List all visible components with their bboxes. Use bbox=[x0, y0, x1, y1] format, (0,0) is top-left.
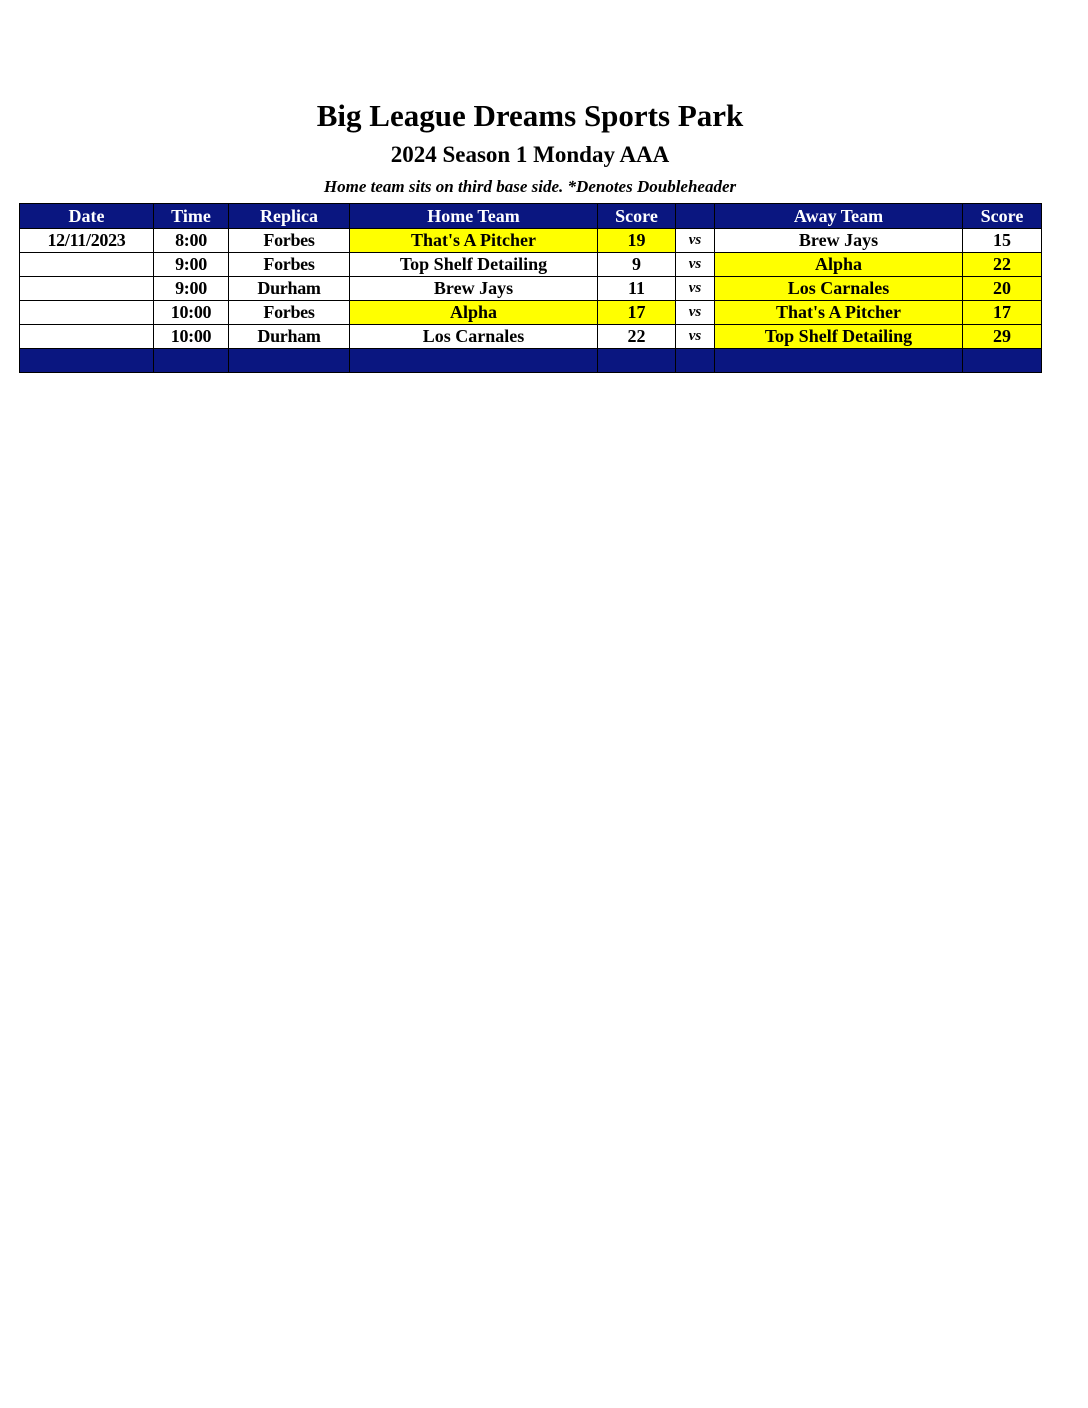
footer-cell bbox=[20, 349, 154, 373]
column-header-home-score: Score bbox=[598, 204, 676, 229]
cell-vs: vs bbox=[676, 277, 715, 301]
cell-date bbox=[20, 253, 154, 277]
cell-away-team: That's A Pitcher bbox=[715, 301, 963, 325]
cell-time: 10:00 bbox=[154, 325, 229, 349]
cell-home-score: 19 bbox=[598, 229, 676, 253]
cell-replica: Forbes bbox=[229, 229, 350, 253]
footer-cell bbox=[350, 349, 598, 373]
cell-home-score: 9 bbox=[598, 253, 676, 277]
cell-vs: vs bbox=[676, 229, 715, 253]
cell-home-team: Los Carnales bbox=[350, 325, 598, 349]
table-row bbox=[20, 229, 1042, 253]
cell-away-team: Top Shelf Detailing bbox=[715, 325, 963, 349]
column-header-date: Date bbox=[20, 204, 154, 229]
cell-date: 12/11/2023 bbox=[20, 229, 154, 253]
cell-away-team: Alpha bbox=[715, 253, 963, 277]
footer-cell bbox=[963, 349, 1042, 373]
cell-date bbox=[20, 301, 154, 325]
cell-date bbox=[20, 277, 154, 301]
cell-replica: Durham bbox=[229, 277, 350, 301]
footer-cell bbox=[229, 349, 350, 373]
cell-vs: vs bbox=[676, 325, 715, 349]
page-note: Home team sits on third base side. *Denotes Doubleheader bbox=[323, 177, 737, 196]
footer-cell bbox=[715, 349, 963, 373]
table-row bbox=[20, 277, 1042, 301]
footer-cell bbox=[676, 349, 715, 373]
cell-time: 10:00 bbox=[154, 301, 229, 325]
cell-time: 8:00 bbox=[154, 229, 229, 253]
cell-date bbox=[20, 325, 154, 349]
footer-cell bbox=[598, 349, 676, 373]
cell-away-score: 17 bbox=[963, 301, 1042, 325]
table-footer-bar bbox=[20, 349, 1042, 373]
cell-time: 9:00 bbox=[154, 253, 229, 277]
column-header-vs bbox=[676, 204, 715, 229]
cell-away-score: 22 bbox=[963, 253, 1042, 277]
cell-away-score: 15 bbox=[963, 229, 1042, 253]
cell-away-score: 29 bbox=[963, 325, 1042, 349]
cell-home-score: 17 bbox=[598, 301, 676, 325]
cell-home-team: That's A Pitcher bbox=[350, 229, 598, 253]
cell-home-score: 22 bbox=[598, 325, 676, 349]
cell-away-team: Brew Jays bbox=[715, 229, 963, 253]
cell-vs: vs bbox=[676, 301, 715, 325]
cell-home-team: Brew Jays bbox=[350, 277, 598, 301]
cell-time: 9:00 bbox=[154, 277, 229, 301]
cell-home-score: 11 bbox=[598, 277, 676, 301]
column-header-time: Time bbox=[154, 204, 229, 229]
page-subtitle: 2024 Season 1 Monday AAA bbox=[390, 142, 670, 167]
cell-away-team: Los Carnales bbox=[715, 277, 963, 301]
page-title: Big League Dreams Sports Park bbox=[316, 98, 744, 133]
column-header-replica: Replica bbox=[229, 204, 350, 229]
cell-replica: Forbes bbox=[229, 301, 350, 325]
column-header-away-score: Score bbox=[963, 204, 1042, 229]
cell-vs: vs bbox=[676, 253, 715, 277]
cell-replica: Durham bbox=[229, 325, 350, 349]
table-row bbox=[20, 253, 1042, 277]
table-row bbox=[20, 301, 1042, 325]
column-header-home-team: Home Team bbox=[350, 204, 598, 229]
footer-cell bbox=[154, 349, 229, 373]
cell-replica: Forbes bbox=[229, 253, 350, 277]
header-row bbox=[20, 204, 1042, 229]
cell-home-team: Alpha bbox=[350, 301, 598, 325]
column-header-away-team: Away Team bbox=[715, 204, 963, 229]
cell-home-team: Top Shelf Detailing bbox=[350, 253, 598, 277]
schedule-table bbox=[19, 203, 1042, 373]
cell-away-score: 20 bbox=[963, 277, 1042, 301]
table-row bbox=[20, 325, 1042, 349]
